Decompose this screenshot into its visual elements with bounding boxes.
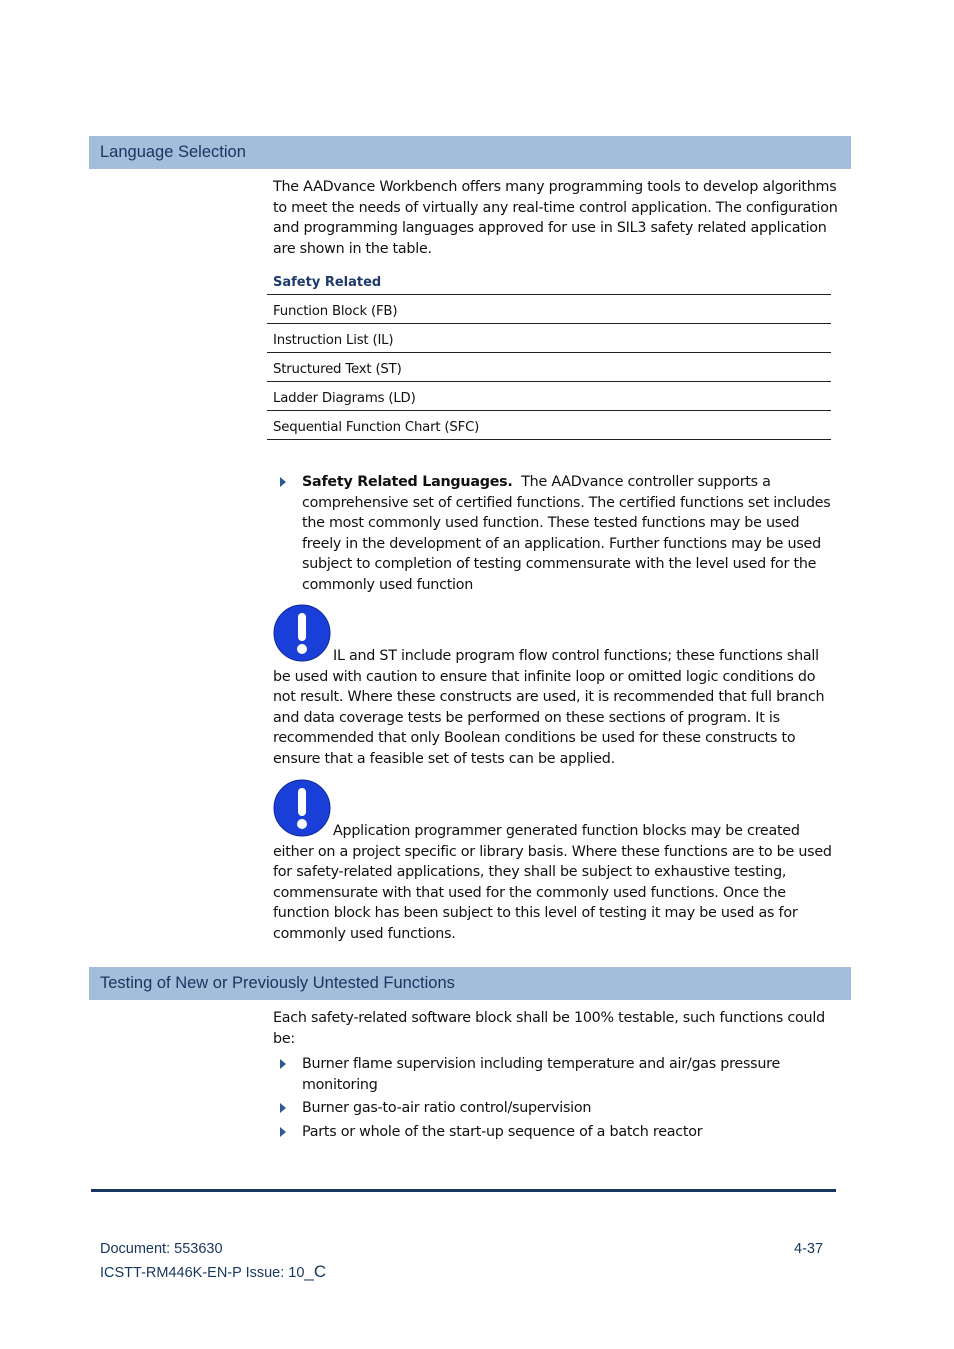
footer-document-number: Document: 553630 bbox=[100, 1241, 223, 1257]
bullet-title: Safety Related Languages. bbox=[302, 474, 513, 490]
testing-bullet-list bbox=[273, 1054, 840, 1142]
caution-notice-1 bbox=[273, 604, 840, 769]
list-item bbox=[273, 1098, 840, 1119]
section-heading-testing: Testing of New or Previously Untested Functions bbox=[89, 967, 851, 1000]
bullet-arrow-icon bbox=[280, 1059, 286, 1069]
section-heading-language-selection: Language Selection bbox=[89, 136, 851, 169]
caution-notice-2 bbox=[273, 779, 840, 944]
bullet-text: The AADvance controller supports a comprehensive set of certified functions. The certified functions set includes the most commonly used function. These tested functions may be used freely in the development of an application. Further functions may be used subject to completion of testing commensurate with the level used for the commonly used function bbox=[302, 474, 831, 593]
bullet-arrow-icon bbox=[280, 1127, 286, 1137]
table-row: Function Block (FB) bbox=[267, 295, 831, 324]
exclamation-icon bbox=[273, 604, 331, 662]
table-row: Instruction List (IL) bbox=[267, 324, 831, 353]
table-header: Safety Related bbox=[267, 272, 831, 295]
testing-intro-paragraph: Each safety-related software block shall be 100% testable, such functions could be: bbox=[273, 1010, 825, 1047]
notice-text: Application programmer generated function blocks may be created either on a project specific or library basis. Where these functions are to be used for safety-related applications, they shall be subject to exhaustive testing, commensurate with that used for the commonly used functions. Once the function block has been subject to this level of testing it may be used as for commonly used functions. bbox=[273, 823, 832, 942]
footer-issue-suffix: _C bbox=[304, 1262, 327, 1281]
safety-languages-bullet-list bbox=[273, 472, 840, 595]
safety-related-languages-table bbox=[267, 272, 831, 440]
exclamation-icon bbox=[273, 779, 331, 837]
footer-divider bbox=[91, 1189, 836, 1192]
table-row: Structured Text (ST) bbox=[267, 353, 831, 382]
table-row: Ladder Diagrams (LD) bbox=[267, 382, 831, 411]
table-row: Sequential Function Chart (SFC) bbox=[267, 411, 831, 440]
list-item bbox=[273, 1122, 840, 1143]
footer-issue-text: ICSTT-RM446K-EN-P Issue: 10 bbox=[100, 1265, 305, 1281]
list-item bbox=[273, 472, 840, 595]
bullet-arrow-icon bbox=[280, 1103, 286, 1113]
list-item bbox=[273, 1054, 840, 1095]
bullet-text: Burner flame supervision including temperature and air/gas pressure monitoring bbox=[302, 1056, 781, 1093]
footer-page-number: 4-37 bbox=[794, 1241, 824, 1257]
footer-issue bbox=[100, 1262, 326, 1282]
bullet-arrow-icon bbox=[280, 477, 286, 487]
notice-text: IL and ST include program flow control functions; these functions shall be used with caution to ensure that infinite loop or omitted logic conditions do not result. Where these constructs are used, it is recommended that full branch and data coverage tests be performed on these sections of program. It is recommended that only Boolean conditions be used for these constructs to ensure that a feasible set of tests can be applied. bbox=[273, 648, 825, 767]
language-intro-paragraph: The AADvance Workbench offers many programming tools to develop algorithms to meet the needs of virtually any real-time control application. The configuration and programming languages approved for use in SIL3 safety related application are shown in the table. bbox=[273, 179, 838, 257]
bullet-text: Parts or whole of the start-up sequence of a batch reactor bbox=[302, 1123, 703, 1140]
bullet-text: Burner gas-to-air ratio control/supervision bbox=[302, 1100, 592, 1116]
